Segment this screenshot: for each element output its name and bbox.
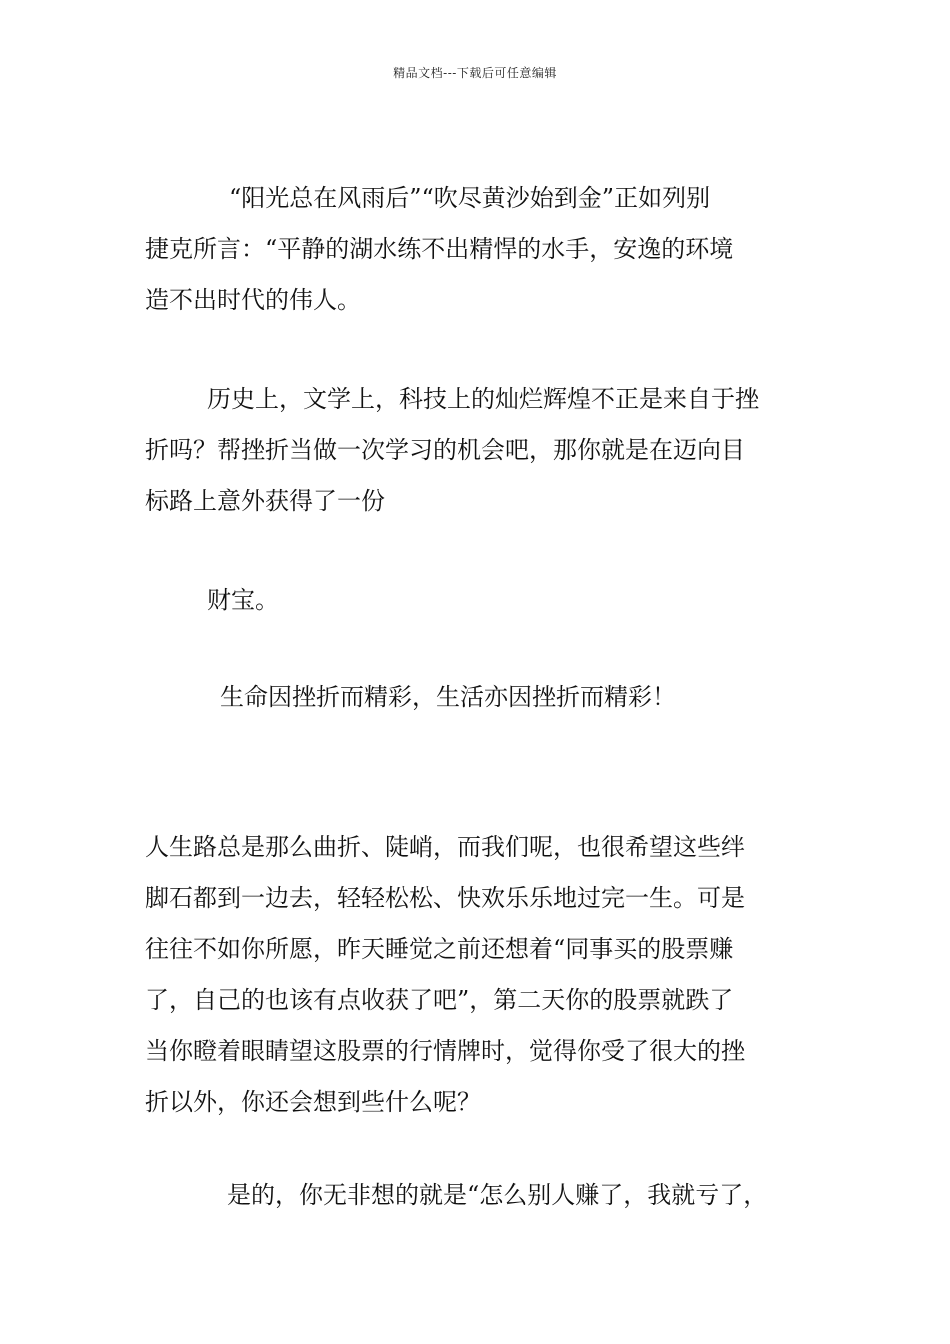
paragraph-line: “阳光总在风雨后”“吹尽黄沙始到金”正如列别 [229,184,711,212]
paragraph-line: 人生路总是那么曲折、陡峭，而我们呢，也很希望这些绊 [145,833,745,861]
paragraph-sunshine-quote [145,173,810,326]
paragraph-line: 了，自己的也该有点收获了吧”，第二天你的股票就跌了 [145,986,734,1014]
paragraph-line: 是的，你无非想的就是“怎么别人赚了，我就亏了， [227,1181,768,1209]
paragraph-life-road [145,822,810,1128]
paragraph-line: 财宝。 [207,586,279,614]
paragraph-history [145,374,810,527]
paragraph-line: 脚石都到一边去，轻轻松松、快欢乐乐地过完一生。可是 [145,884,745,912]
paragraph-yes [227,1170,892,1221]
paragraph-line: 往往不如你所愿，昨天睡觉之前还想着“同事买的股票赚 [145,935,734,963]
paragraph-line: 造不出时代的伟人。 [145,286,361,314]
paragraph-line: 当你瞪着眼睛望这股票的行情牌时，觉得你受了很大的挫 [145,1037,745,1065]
paragraph-line: 标路上意外获得了一份 [145,487,385,515]
paragraph-line: 折以外，你还会想到些什么呢？ [145,1088,481,1116]
page-header: 精品文档---下载后可任意编辑 [393,66,557,80]
paragraph-life-exciting [220,672,885,723]
paragraph-line: 捷克所言：“平静的湖水练不出精悍的水手，安逸的环境 [145,235,734,263]
paragraph-line: 历史上，文学上，科技上的灿烂辉煌不正是来自于挫 [207,385,759,413]
paragraph-line: 生命因挫折而精彩，生活亦因挫折而精彩！ [220,683,676,711]
paragraph-treasure [207,575,872,626]
paragraph-line: 折吗？帮挫折当做一次学习的机会吧，那你就是在迈向目 [145,436,745,464]
